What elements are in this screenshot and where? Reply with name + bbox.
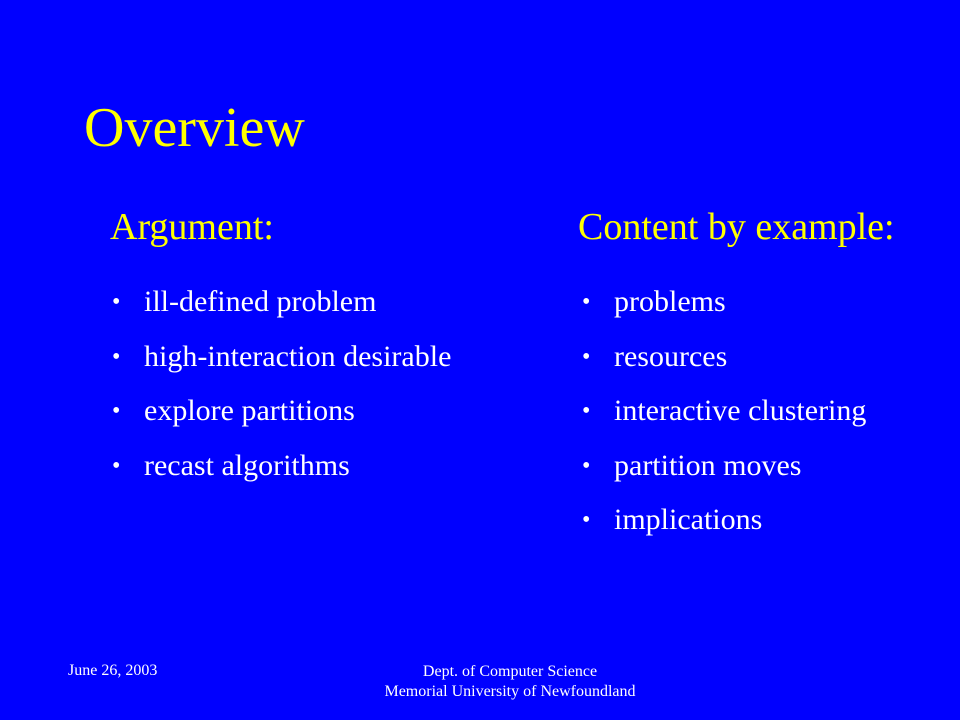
list-item-text: high-interaction desirable: [144, 339, 452, 373]
bullet-icon: •: [582, 507, 591, 533]
bullet-icon: •: [582, 289, 591, 315]
footer-department: Dept. of Computer Science: [422, 663, 598, 680]
argument-heading: Argument:: [110, 206, 274, 248]
list-item: [582, 496, 866, 551]
content-list: [582, 278, 866, 551]
bullet-icon: •: [112, 289, 121, 315]
slide-title: Overview: [84, 97, 305, 159]
list-item-text: problems: [614, 285, 726, 318]
list-item: [112, 387, 451, 442]
list-item: [582, 387, 866, 442]
footer-affiliation: [320, 662, 700, 702]
list-item-text: partition moves: [614, 448, 802, 482]
list-item: [582, 278, 866, 333]
footer-university: Memorial University of Newfoundland: [384, 683, 636, 700]
bullet-icon: •: [582, 398, 591, 424]
list-item-text: ill-defined problem: [144, 285, 377, 318]
bullet-icon: •: [112, 343, 121, 370]
bullet-icon: •: [582, 452, 591, 479]
list-item-text: resources: [614, 339, 728, 373]
list-item: [582, 333, 866, 388]
list-item: [582, 442, 866, 497]
list-item: [112, 442, 451, 497]
list-item: [112, 278, 451, 333]
bullet-icon: •: [112, 452, 121, 479]
list-item-text: interactive clustering: [614, 394, 867, 427]
list-item-text: explore partitions: [144, 394, 355, 427]
argument-list: [112, 278, 451, 496]
list-item-text: implications: [614, 503, 763, 536]
list-item-text: recast algorithms: [144, 448, 350, 482]
bullet-icon: •: [582, 343, 591, 370]
footer-date: June 26, 2003: [68, 662, 158, 679]
bullet-icon: •: [112, 398, 121, 424]
list-item: [112, 333, 451, 388]
content-by-example-heading: Content by example:: [578, 206, 895, 248]
